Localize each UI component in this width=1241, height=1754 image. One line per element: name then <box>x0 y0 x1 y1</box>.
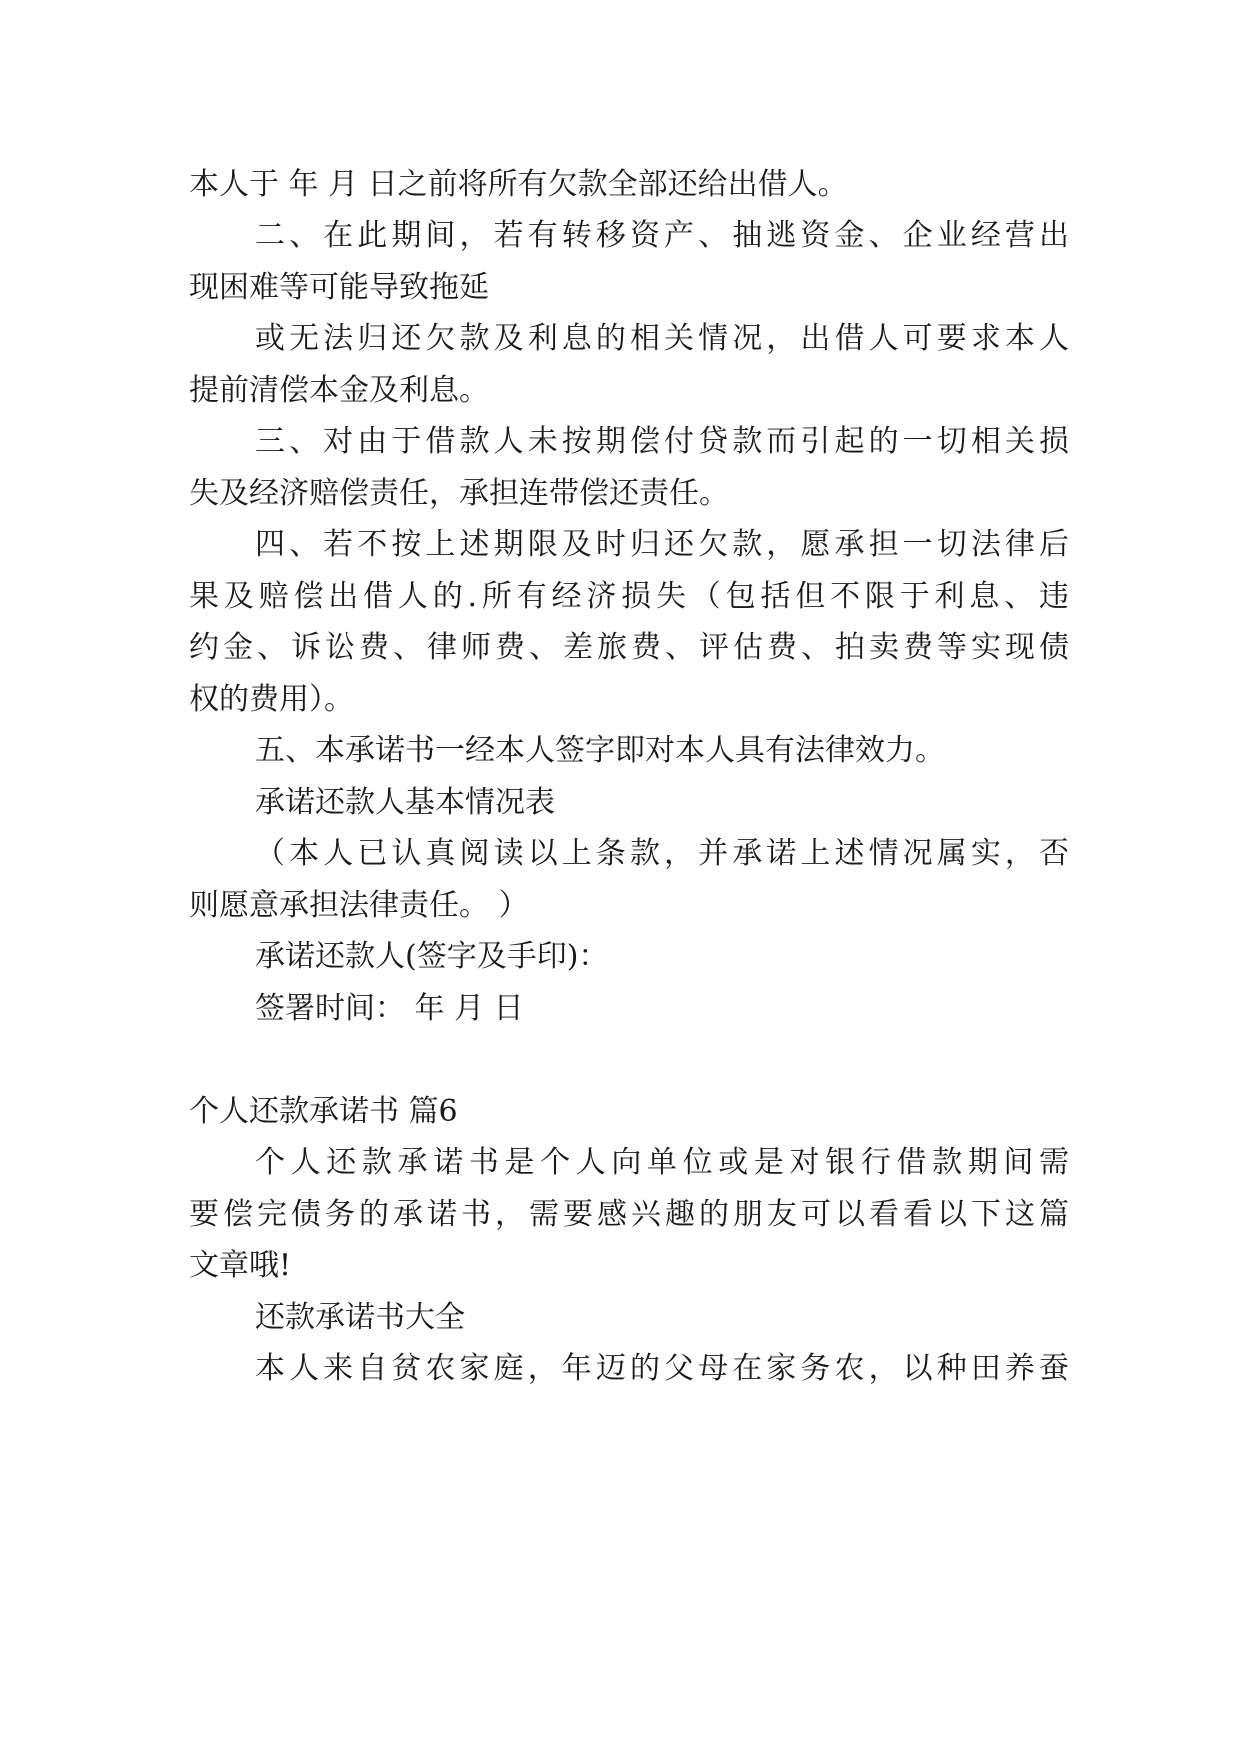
text-line: 五、本承诺书一经本人签字即对本人具有法律效力。 <box>255 733 945 768</box>
text-line: 或无法归还欠款及利息的相关情况，出借人可要求本人 <box>255 321 1069 356</box>
text-line: 承诺还款人(签字及手印)： <box>255 939 609 974</box>
text-line: 文章哦! <box>189 1248 292 1283</box>
text-line: 签署时间： 年 月 日 <box>255 991 524 1026</box>
text-line: 承诺还款人基本情况表 <box>255 785 555 820</box>
text-line: 现困难等可能导致拖延 <box>189 270 489 305</box>
text-line: 四、若不按上述期限及时归还欠款，愿承担一切法律后 <box>255 527 1069 562</box>
text-line: 个人还款承诺书是个人向单位或是对银行借款期间需 <box>255 1145 1069 1180</box>
text-line: 果及赔偿出借人的.所有经济损失（包括但不限于利息、违 <box>189 579 1069 614</box>
text-line: 约金、诉讼费、律师费、差旅费、评估费、拍卖费等实现债 <box>189 630 1069 665</box>
text-line: 二、在此期间，若有转移资产、抽逃资金、企业经营出 <box>255 218 1069 253</box>
text-line: 权的费用）。 <box>189 682 354 717</box>
section-heading: 个人还款承诺书 篇6 <box>189 1094 458 1129</box>
text-line: 则愿意承担法律责任。 ） <box>189 888 529 923</box>
text-line: 本人于 年 月 日之前将所有欠款全部还给出借人。 <box>189 167 848 202</box>
text-line: 本人来自贫农家庭，年迈的父母在家务农，以种田养蚕 <box>255 1351 1069 1386</box>
text-line: 三、对由于借款人未按期偿付贷款而引起的一切相关损 <box>255 424 1069 459</box>
text-line: 提前清偿本金及利息。 <box>189 373 489 408</box>
text-line: （本人已认真阅读以上条款，并承诺上述情况属实，否 <box>255 836 1069 871</box>
text-line: 失及经济赔偿责任，承担连带偿还责任。 <box>189 476 729 511</box>
text-line: 还款承诺书大全 <box>255 1300 465 1335</box>
text-line: 要偿完债务的承诺书，需要感兴趣的朋友可以看看以下这篇 <box>189 1197 1069 1232</box>
